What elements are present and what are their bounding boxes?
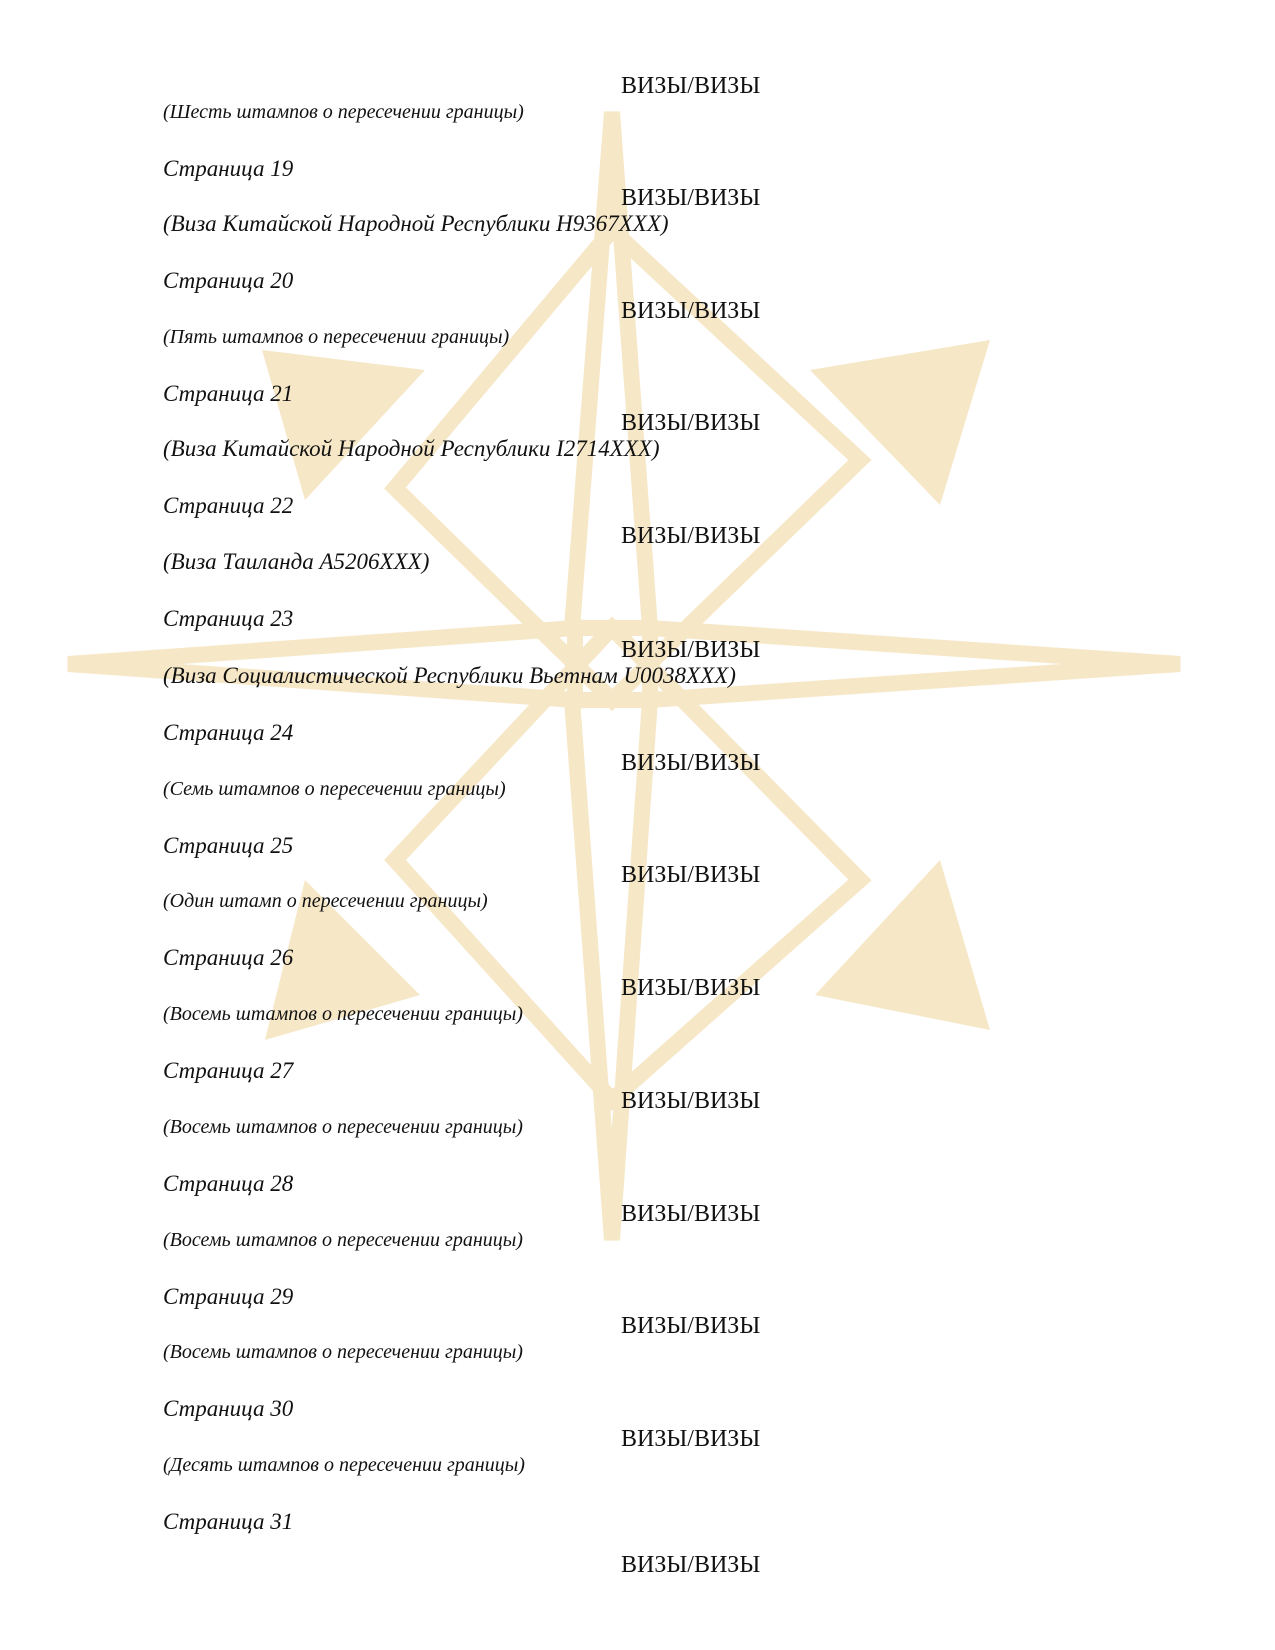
visa-header: ВИЗЫ/ВИЗЫ — [621, 1088, 761, 1114]
visa-description: (Семь штампов о пересечении границы) — [163, 778, 506, 800]
visa-page-block — [0, 1087, 1275, 1200]
page-label: Страница 21 — [163, 381, 294, 406]
visa-header: ВИЗЫ/ВИЗЫ — [621, 637, 761, 663]
visa-page-block — [0, 1312, 1275, 1425]
visa-description: (Один штамп о пересечении границы) — [163, 890, 488, 912]
visa-page-block — [0, 1200, 1275, 1313]
visa-header: ВИЗЫ/ВИЗЫ — [621, 1201, 761, 1227]
visa-page-block — [0, 974, 1275, 1087]
visa-header: ВИЗЫ/ВИЗЫ — [621, 298, 761, 324]
visa-description: (Пять штампов о пересечении границы) — [163, 326, 510, 348]
visa-header: ВИЗЫ/ВИЗЫ — [621, 975, 761, 1001]
page-label: Страница 19 — [163, 156, 294, 181]
visa-description: (Восемь штампов о пересечении границы) — [163, 1003, 523, 1025]
visa-description: (Виза Таиланда A5206XXX) — [163, 549, 430, 574]
page-label: Страница 22 — [163, 493, 294, 518]
page-label: Страница 23 — [163, 606, 294, 631]
visa-description: (Восемь штампов о пересечении границы) — [163, 1116, 523, 1138]
visa-page-block — [0, 297, 1275, 410]
visa-description: (Восемь штампов о пересечении границы) — [163, 1341, 523, 1363]
visa-header: ВИЗЫ/ВИЗЫ — [621, 410, 761, 436]
visa-header: ВИЗЫ/ВИЗЫ — [621, 750, 761, 776]
visa-page-block — [0, 861, 1275, 974]
visa-page-block — [0, 749, 1275, 862]
page-label: Страница 26 — [163, 945, 294, 970]
page-label: Страница 31 — [163, 1509, 294, 1534]
visa-page-block — [0, 636, 1275, 749]
visa-header: ВИЗЫ/ВИЗЫ — [621, 73, 761, 99]
page-label: Страница 30 — [163, 1396, 294, 1421]
visa-page-block — [0, 522, 1275, 635]
page-label: Страница 24 — [163, 720, 294, 745]
page-label: Страница 28 — [163, 1171, 294, 1196]
visa-description: (Десять штампов о пересечении границы) — [163, 1454, 525, 1476]
visa-header: ВИЗЫ/ВИЗЫ — [621, 523, 761, 549]
page-label: Страница 25 — [163, 833, 294, 858]
visa-header: ВИЗЫ/ВИЗЫ — [621, 185, 761, 211]
page-label: Страница 20 — [163, 268, 294, 293]
visa-description: (Восемь штампов о пересечении границы) — [163, 1229, 523, 1251]
visa-description: (Виза Китайской Народной Республики I2714XXX) — [163, 436, 660, 461]
visa-header: ВИЗЫ/ВИЗЫ — [621, 1313, 761, 1339]
page-label: Страница 29 — [163, 1284, 294, 1309]
visa-header: ВИЗЫ/ВИЗЫ — [621, 862, 761, 888]
visa-page-block — [0, 184, 1275, 297]
page-label: Страница 27 — [163, 1058, 294, 1083]
visa-page-block — [0, 1425, 1275, 1538]
visa-description: (Шесть штампов о пересечении границы) — [163, 101, 524, 123]
visa-page-block — [0, 72, 1275, 185]
visa-header: ВИЗЫ/ВИЗЫ — [621, 1426, 761, 1452]
visa-description: (Виза Социалистической Республики Вьетнам U0038XXX) — [163, 663, 736, 688]
visa-description: (Виза Китайской Народной Республики H9367XXX) — [163, 211, 669, 236]
visa-header: ВИЗЫ/ВИЗЫ — [621, 1552, 761, 1578]
visa-page-block — [0, 409, 1275, 522]
